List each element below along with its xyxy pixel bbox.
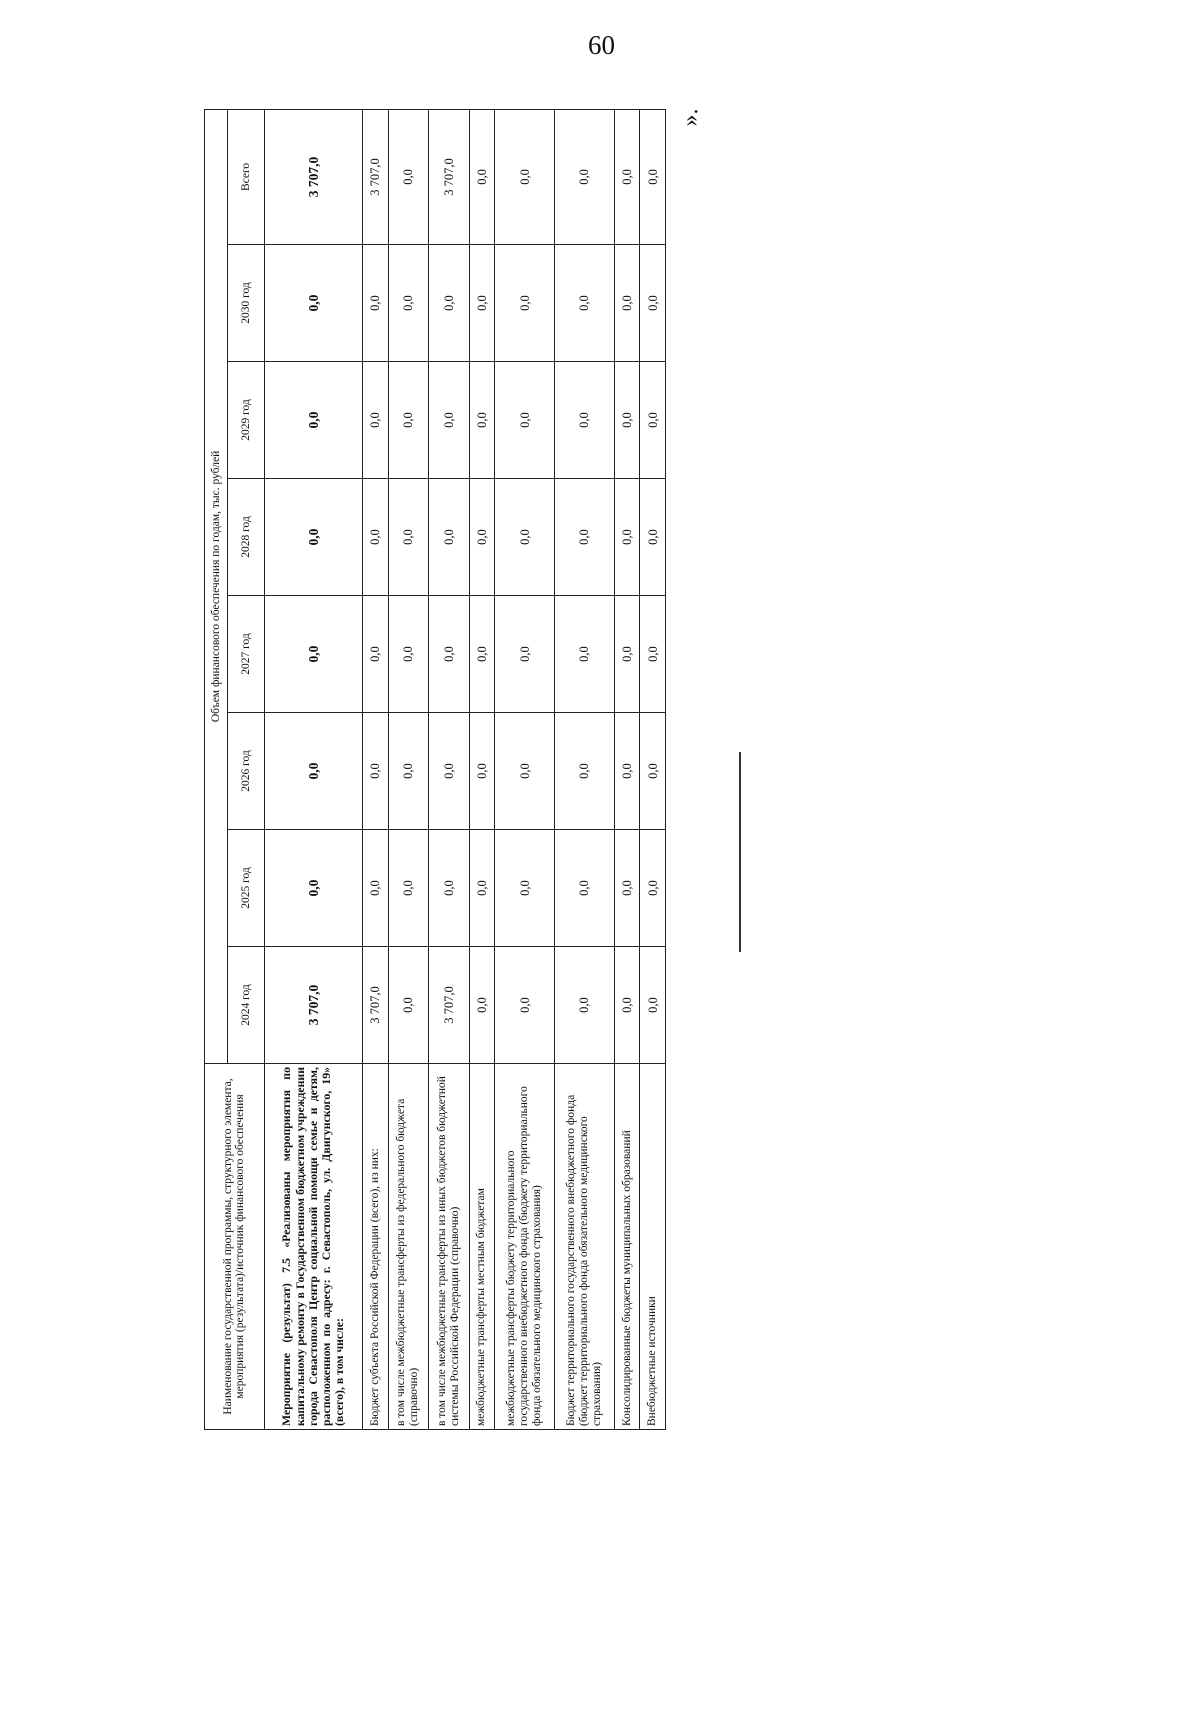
value-cell: 0,0 xyxy=(495,596,555,713)
signature-divider-line xyxy=(739,752,741,952)
value-cell: 0,0 xyxy=(554,362,614,479)
name-column-header: Наименование государственной программы, структурного элемента, мероприятия (результата)/источник финансового обеспечения xyxy=(205,1064,265,1430)
value-cell: 0,0 xyxy=(362,596,388,713)
year-header: 2025 год xyxy=(228,830,264,947)
value-cell: 0,0 xyxy=(469,245,495,362)
value-cell: 0,0 xyxy=(362,245,388,362)
value-cell: 0,0 xyxy=(429,713,470,830)
row-label: межбюджетные трансферты местным бюджетам xyxy=(469,1064,495,1430)
value-cell: 0,0 xyxy=(388,713,429,830)
year-header: 2024 год xyxy=(228,947,264,1064)
value-cell: 0,0 xyxy=(554,947,614,1064)
table-row xyxy=(264,109,362,1429)
total-cell: 3 707,0 xyxy=(264,109,362,244)
value-cell: 0,0 xyxy=(495,245,555,362)
rotated-table-block xyxy=(204,110,666,1430)
value-cell: 0,0 xyxy=(264,479,362,596)
value-cell: 0,0 xyxy=(388,596,429,713)
value-cell: 0,0 xyxy=(388,830,429,947)
year-header: 2028 год xyxy=(228,479,264,596)
value-cell: 0,0 xyxy=(640,245,666,362)
value-cell: 0,0 xyxy=(388,479,429,596)
value-cell: 0,0 xyxy=(264,830,362,947)
total-cell: 0,0 xyxy=(469,109,495,244)
value-cell: 0,0 xyxy=(469,830,495,947)
financing-table xyxy=(204,109,666,1430)
row-label: межбюджетные трансферты бюджету территориального государственного внебюджетного фонда (бюджету территориального фонда обязательного медицинского страхования) xyxy=(495,1064,555,1430)
value-cell: 0,0 xyxy=(495,830,555,947)
total-cell: 3 707,0 xyxy=(362,109,388,244)
value-cell: 0,0 xyxy=(264,245,362,362)
value-cell: 0,0 xyxy=(429,479,470,596)
total-cell: 0,0 xyxy=(614,109,640,244)
row-label: Бюджет субъекта Российской Федерации (всего), из них: xyxy=(362,1064,388,1430)
value-cell: 0,0 xyxy=(264,362,362,479)
value-cell: 0,0 xyxy=(554,830,614,947)
total-header: Всего xyxy=(228,109,264,244)
row-label: Мероприятие (результат) 7.5 «Реализованы мероприятия по капитальному ремонту в Государственном бюджетном учреждении города Севастополя Центр социальной помощи семье и детям, расположенном по адресу: г. Севастополь, ул. Двигунского, 19» (всего), в том числе: xyxy=(264,1064,362,1430)
table-row xyxy=(495,109,555,1429)
value-cell: 0,0 xyxy=(469,947,495,1064)
year-header: 2030 год xyxy=(228,245,264,362)
table-row xyxy=(388,109,429,1429)
value-cell: 0,0 xyxy=(640,830,666,947)
page-number: 60 xyxy=(588,30,615,60)
value-cell: 0,0 xyxy=(614,830,640,947)
value-cell: 0,0 xyxy=(388,947,429,1064)
table-row xyxy=(429,109,470,1429)
value-cell: 0,0 xyxy=(614,362,640,479)
value-cell: 0,0 xyxy=(264,713,362,830)
value-cell: 0,0 xyxy=(362,479,388,596)
row-label: Консолидированные бюджеты муниципальных образований xyxy=(614,1064,640,1430)
value-cell: 0,0 xyxy=(554,713,614,830)
value-cell: 0,0 xyxy=(614,596,640,713)
row-label: Внебюджетные источники xyxy=(640,1064,666,1430)
total-cell: 0,0 xyxy=(495,109,555,244)
value-cell: 0,0 xyxy=(640,596,666,713)
value-cell: 0,0 xyxy=(614,947,640,1064)
total-cell: 0,0 xyxy=(554,109,614,244)
year-header: 2027 год xyxy=(228,596,264,713)
value-cell: 0,0 xyxy=(362,713,388,830)
value-cell: 3 707,0 xyxy=(264,947,362,1064)
value-cell: 0,0 xyxy=(469,479,495,596)
value-cell: 0,0 xyxy=(495,947,555,1064)
value-cell: 0,0 xyxy=(388,362,429,479)
total-cell: 0,0 xyxy=(388,109,429,244)
year-header: 2026 год xyxy=(228,713,264,830)
value-cell: 3 707,0 xyxy=(362,947,388,1064)
value-cell: 0,0 xyxy=(469,362,495,479)
value-cell: 0,0 xyxy=(640,362,666,479)
value-cell: 0,0 xyxy=(554,245,614,362)
value-cell: 0,0 xyxy=(495,362,555,479)
value-cell: 0,0 xyxy=(614,479,640,596)
row-label: в том числе межбюджетные трансферты из иных бюджетов бюджетной системы Российской Федерации (справочно) xyxy=(429,1064,470,1430)
value-cell: 0,0 xyxy=(429,245,470,362)
year-header: 2029 год xyxy=(228,362,264,479)
row-label: в том числе межбюджетные трансферты из федерального бюджета (справочно) xyxy=(388,1064,429,1430)
closing-quote-mark: ». xyxy=(677,108,704,127)
value-cell: 0,0 xyxy=(469,713,495,830)
value-cell: 0,0 xyxy=(554,596,614,713)
value-cell: 3 707,0 xyxy=(429,947,470,1064)
value-cell: 0,0 xyxy=(264,596,362,713)
table-row xyxy=(554,109,614,1429)
value-cell: 0,0 xyxy=(469,596,495,713)
value-cell: 0,0 xyxy=(429,830,470,947)
value-cell: 0,0 xyxy=(429,596,470,713)
value-cell: 0,0 xyxy=(388,245,429,362)
value-cell: 0,0 xyxy=(614,713,640,830)
value-cell: 0,0 xyxy=(362,830,388,947)
volume-header: Объем финансового обеспечения по годам, тыс. рублей xyxy=(205,109,228,1063)
value-cell: 0,0 xyxy=(640,713,666,830)
value-cell: 0,0 xyxy=(554,479,614,596)
value-cell: 0,0 xyxy=(362,362,388,479)
value-cell: 0,0 xyxy=(429,362,470,479)
table-row xyxy=(614,109,640,1429)
value-cell: 0,0 xyxy=(640,479,666,596)
value-cell: 0,0 xyxy=(614,245,640,362)
value-cell: 0,0 xyxy=(495,713,555,830)
total-cell: 0,0 xyxy=(640,109,666,244)
table-row xyxy=(640,109,666,1429)
total-cell: 3 707,0 xyxy=(429,109,470,244)
table-row xyxy=(469,109,495,1429)
table-row xyxy=(362,109,388,1429)
value-cell: 0,0 xyxy=(640,947,666,1064)
value-cell: 0,0 xyxy=(495,479,555,596)
row-label: Бюджет территориального государственного внебюджетного фонда (бюджет территориального фонда обязательного медицинского страхования) xyxy=(554,1064,614,1430)
